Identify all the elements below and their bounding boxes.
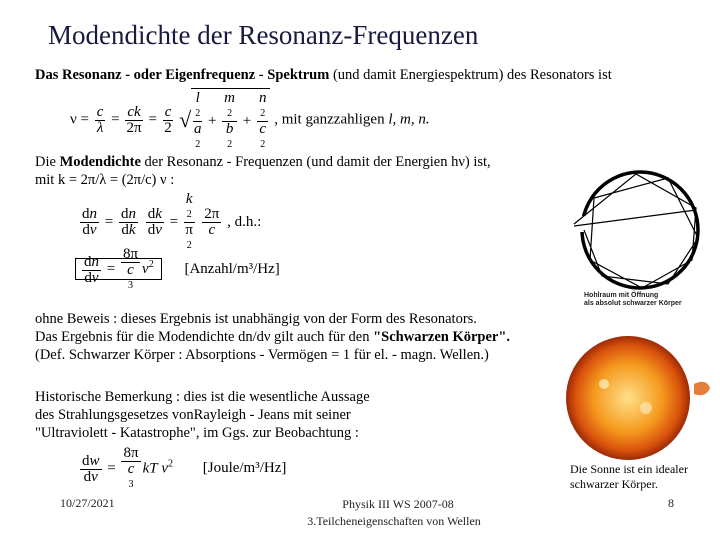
rayleigh-jeans-unit: [Joule/m³/Hz] [202,460,287,477]
sun-disk [566,336,690,460]
page-title: Modendichte der Resonanz-Frequenzen [48,20,479,50]
history-line-1: Historische Bemerkung : dies ist die wesentliche Aussage [35,389,370,405]
cavity-diagram [572,168,712,293]
modendichte-intro [35,153,491,171]
mode-density-boxed: $\frac{dn}{d\nu}$ = 8π c 3 $\nu^2$ [75,258,162,280]
proof-label: ohne Beweis : [35,311,118,327]
blackbody-definition: (Def. Schwarzer Körper : Absorptions - Vermögen = 1 für el. - magn. Wellen.) [35,347,489,363]
spectrum-intro [35,66,612,84]
sun-image [556,324,713,464]
rayleigh-jeans-equation: $\frac{dw}{d\nu}$ = 8π c 3 kT $\nu^2$ [Joule/m³/Hz] [82,445,287,490]
eq-frac-ck-2pi: $\frac{ck}{2\pi}$ [126,103,142,136]
sun-caption [570,462,688,492]
page-number: 8 [668,496,674,510]
cavity-caption-line-1: Hohlraum mit Öffnung [584,292,659,299]
md-word-modendichte: Modendichte [59,154,141,170]
mode-density-result [75,247,280,293]
footer-course-info [288,496,500,530]
blackbody-line [35,328,510,346]
sun-caption-line-2: schwarzer Körper. [570,477,658,491]
history-line-2: des Strahlungsgesetzes vonRayleigh - Jeans mit seiner [35,407,351,423]
md-word-die: Die [35,154,56,170]
derivation-tail: , d.h.: [227,213,262,230]
footer-course: Physik III WS 2007-08 [342,497,454,511]
blackbody-term: "Schwarzen Körper". [373,329,511,345]
eq-vars: l, m, n. [388,111,430,128]
footer-date: 10/27/2021 [60,496,115,510]
history-line-3: "Ultraviolett - Katastrophe", im Ggs. zur Beobachtung : [35,425,359,441]
wavenumber-line: mit k = 2π/λ = (2π/c) ν : [35,172,175,188]
resonance-equation: ν = $\frac{c}{\lambda}$ = $\frac{ck}{2\pi}$ = $\frac{c}{2}$ √ l 2 a 2 + m 2 b 2 + n 2 c 2 , mit ganzzahligen l, m, n. [70,90,430,150]
cavity-caption-line-2: als absolut schwarzer Körper [584,300,682,307]
mode-density-derivation: $\frac{dn}{d\nu}$ = $\frac{dn}{dk}$ $\frac{dk}{d\nu}$ = k 2 π 2 $\frac{2\pi}{c}$ , d.h.: [82,191,262,251]
eq-nu-lhs: ν = [70,111,89,128]
md-line1-end: hν) ist, [451,154,491,170]
sun-caption-line-1: Die Sonne ist ein idealer [570,462,688,476]
eq-frac-c-2: $\frac{c}{2}$ [164,103,172,136]
eq-frac-c-lambda: $\frac{c}{\lambda}$ [96,103,104,136]
md-line1-rest: der Resonanz - Frequenzen (und damit der Energien [144,154,448,170]
sqrt-content: l 2 a 2 + m 2 b 2 + n 2 c 2 [191,88,270,152]
footer-chapter: 3.Teilcheneigenschaften von Wellen [307,514,481,528]
solar-prominence [694,382,710,395]
proof-text: dieses Ergebnis ist unabhängig von der Form des Resonators. [120,311,477,327]
cavity-caption [584,292,682,308]
mode-density-unit: [Anzahl/m³/Hz] [184,261,280,278]
blackbody-text: Das Ergebnis für die Modendichte dn/dν gilt auch für den [35,329,370,345]
proof-line [35,310,477,328]
spectrum-lead: Das Resonanz - oder Eigenfrequenz - Spektrum [35,67,330,83]
sqrt-sign: √ [179,107,192,132]
spectrum-rest: (und damit Energiespektrum) des Resonators ist [332,67,612,83]
eq-after: , mit ganzzahligen [274,111,385,128]
